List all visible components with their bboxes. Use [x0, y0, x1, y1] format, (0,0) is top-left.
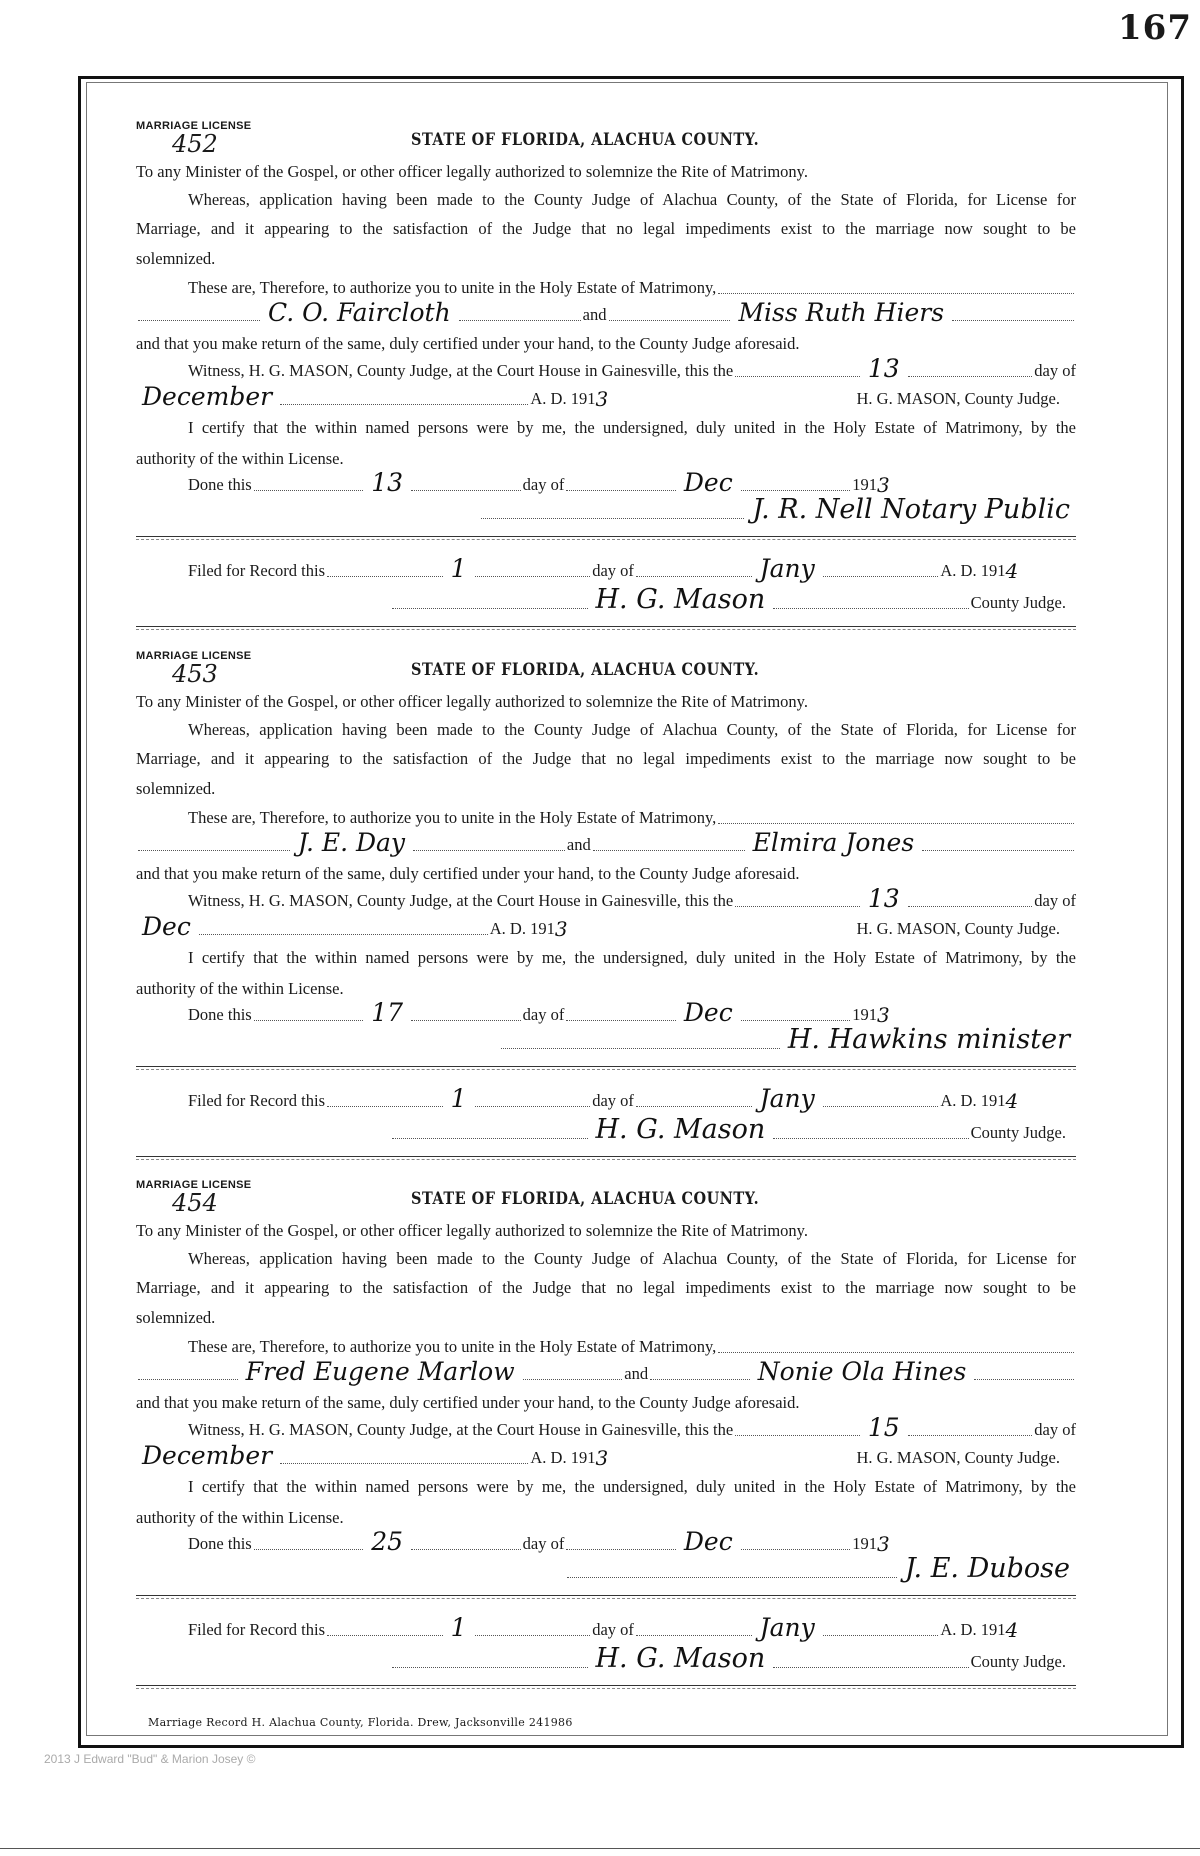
groom-name: Fred Eugene Marlow: [245, 1357, 515, 1386]
done-month: Dec: [683, 998, 733, 1027]
filed-line: [136, 556, 1076, 581]
dotted-fill-line: [741, 489, 851, 491]
certify-line-2: authority of the within License.: [136, 979, 344, 998]
judge-printed: H. G. MASON, County Judge.: [856, 1448, 1060, 1467]
dotted-fill-line: [823, 1634, 939, 1636]
dotted-fill-line: [392, 1666, 587, 1668]
page-number: 167: [1118, 8, 1192, 48]
witness-text: Witness, H. G. MASON, County Judge, at the Court House in Gainesville, this the: [188, 1420, 734, 1439]
certify-line-2: authority of the within License.: [136, 449, 344, 468]
dotted-fill-line: [475, 575, 591, 577]
done-year-suffix: 3: [877, 1532, 890, 1556]
dotted-fill-line: [636, 1634, 752, 1636]
filed-line: [136, 1086, 1076, 1111]
bride-name: Elmira Jones: [752, 828, 915, 857]
judge-signature-line: [136, 586, 1076, 613]
witness-month: December: [142, 1441, 273, 1470]
section-divider: [136, 1066, 1076, 1070]
dotted-fill-line: [741, 1548, 851, 1550]
judge-signature: H. G. Mason: [595, 584, 766, 615]
marriage-license-452: [136, 120, 1076, 640]
dotted-fill-line: [650, 1378, 750, 1380]
dotted-fill-line: [523, 1378, 623, 1380]
dotted-fill-line: [566, 1019, 676, 1021]
dotted-fill-line: [138, 1378, 238, 1380]
dotted-fill-line: [718, 822, 1074, 824]
dotted-fill-line: [254, 1548, 364, 1550]
ad-text: A. D. 191: [489, 919, 555, 938]
witness-text: Witness, H. G. MASON, County Judge, at the Court House in Gainesville, this the: [188, 891, 734, 910]
dotted-fill-line: [327, 575, 443, 577]
section-divider: [136, 1595, 1076, 1599]
return-line: and that you make return of the same, duly certified under your hand, to the County Judge aforesaid.: [136, 334, 800, 353]
license-label: MARRIAGE LICENSE: [136, 650, 252, 662]
filed-text: Filed for Record this: [188, 561, 326, 580]
done-line: [136, 1529, 1076, 1554]
and-text: and: [566, 835, 591, 854]
year-suffix: 3: [554, 917, 568, 941]
dotted-fill-line: [392, 1137, 587, 1139]
filed-day-of-text: day of: [592, 1620, 634, 1639]
dotted-fill-line: [411, 489, 521, 491]
dotted-fill-line: [566, 1548, 676, 1550]
done-year-text: 191: [852, 1534, 878, 1553]
dotted-fill-line: [254, 1019, 364, 1021]
officiant-signature: H. Hawkins minister: [787, 1024, 1070, 1055]
filed-day: 1: [450, 554, 467, 583]
marriage-license-454: [136, 1179, 1076, 1699]
officiant-signature: J. R. Nell Notary Public: [752, 494, 1070, 525]
dotted-fill-line: [636, 575, 752, 577]
done-day-of-text: day of: [522, 475, 565, 494]
license-end-divider: [136, 1685, 1076, 1689]
filed-text: Filed for Record this: [188, 1091, 326, 1110]
dotted-fill-line: [280, 403, 528, 405]
license-label: MARRIAGE LICENSE: [136, 1179, 252, 1191]
witness-day: 15: [867, 1413, 900, 1442]
these-are-text: These are, Therefore, to authorize you to unite in the Holy Estate of Matrimony,: [188, 278, 717, 297]
dotted-fill-line: [609, 319, 731, 321]
authorization-line: [136, 808, 1076, 828]
dotted-fill-line: [280, 1462, 528, 1464]
address-line: To any Minister of the Gospel, or other officer legally authorized to solemnize the Rite of Matrimony.: [136, 162, 808, 181]
marriage-license-453: [136, 650, 1076, 1170]
these-are-text: These are, Therefore, to authorize you to unite in the Holy Estate of Matrimony,: [188, 1337, 717, 1356]
license-title: STATE OF FLORIDA, ALACHUA COUNTY.: [411, 130, 760, 150]
whereas-line-1: Whereas, application having been made to the County Judge of Alachua County, of the State of Florida, for License for: [188, 1249, 1076, 1268]
witness-month: Dec: [142, 912, 191, 941]
date-line: [136, 384, 1076, 409]
license-title: STATE OF FLORIDA, ALACHUA COUNTY.: [411, 660, 760, 680]
done-line: [136, 470, 1076, 495]
done-this-text: Done this: [188, 475, 252, 494]
day-of-text: day of: [1034, 361, 1076, 380]
authorization-line: [136, 278, 1076, 298]
dotted-fill-line: [823, 575, 939, 577]
dotted-fill-line: [501, 1047, 780, 1049]
filed-month: Jany: [759, 1084, 815, 1113]
witness-month: December: [142, 382, 273, 411]
bride-name: Nonie Ola Hines: [757, 1357, 967, 1386]
dotted-fill-line: [327, 1634, 443, 1636]
certify-line-1: I certify that the within named persons were by me, the undersigned, duly united in the Holy Estate of Matrimony, by the: [188, 418, 1076, 437]
groom-name: J. E. Day: [297, 828, 406, 857]
dotted-fill-line: [773, 1137, 968, 1139]
dotted-fill-line: [254, 489, 364, 491]
done-this-text: Done this: [188, 1005, 252, 1024]
dotted-fill-line: [773, 1666, 968, 1668]
license-end-divider: [136, 626, 1076, 630]
day-of-text: day of: [1034, 891, 1076, 910]
whereas-line-1: Whereas, application having been made to the County Judge of Alachua County, of the State of Florida, for License for: [188, 720, 1076, 739]
section-divider: [136, 536, 1076, 540]
dotted-fill-line: [199, 933, 488, 935]
dotted-fill-line: [952, 319, 1074, 321]
judge-printed: H. G. MASON, County Judge.: [856, 389, 1060, 408]
date-line: [136, 1443, 1076, 1468]
done-day-of-text: day of: [522, 1005, 565, 1024]
copyright-watermark: 2013 J Edward "Bud" & Marion Josey ©: [44, 1752, 256, 1766]
these-are-text: These are, Therefore, to authorize you to unite in the Holy Estate of Matrimony,: [188, 808, 717, 827]
dotted-fill-line: [459, 319, 581, 321]
year-suffix: 3: [595, 387, 609, 411]
done-year-text: 191: [852, 475, 878, 494]
filed-text: Filed for Record this: [188, 1620, 326, 1639]
whereas-line-3: solemnized.: [136, 1308, 216, 1327]
filed-day-of-text: day of: [592, 1091, 634, 1110]
dotted-fill-line: [908, 1434, 1033, 1436]
dotted-fill-line: [735, 375, 860, 377]
certify-line-1: I certify that the within named persons were by me, the undersigned, duly united in the Holy Estate of Matrimony, by the: [188, 948, 1076, 967]
day-of-text: day of: [1034, 1420, 1076, 1439]
address-line: To any Minister of the Gospel, or other officer legally authorized to solemnize the Rite of Matrimony.: [136, 1221, 808, 1240]
certify-line-1: I certify that the within named persons were by me, the undersigned, duly united in the Holy Estate of Matrimony, by the: [188, 1477, 1076, 1496]
done-year-text: 191: [852, 1005, 878, 1024]
and-text: and: [582, 305, 607, 324]
filed-year-suffix: 4: [1005, 1618, 1019, 1642]
dotted-fill-line: [922, 849, 1074, 851]
return-line: and that you make return of the same, duly certified under your hand, to the County Judge aforesaid.: [136, 864, 800, 883]
license-end-divider: [136, 1156, 1076, 1160]
dotted-fill-line: [566, 489, 676, 491]
dotted-fill-line: [567, 1576, 897, 1578]
done-month: Dec: [683, 1527, 733, 1556]
dotted-fill-line: [741, 1019, 851, 1021]
dotted-fill-line: [411, 1548, 521, 1550]
filed-line: [136, 1615, 1076, 1640]
officiant-line: [136, 496, 1076, 523]
whereas-line-3: solemnized.: [136, 779, 216, 798]
address-line: To any Minister of the Gospel, or other officer legally authorized to solemnize the Rite of Matrimony.: [136, 692, 808, 711]
done-year-suffix: 3: [877, 473, 890, 497]
county-judge-text: County Judge.: [970, 1123, 1067, 1142]
ad-text: A. D. 191: [530, 1448, 596, 1467]
certify-line-2: authority of the within License.: [136, 1508, 344, 1527]
judge-signature: H. G. Mason: [595, 1114, 766, 1145]
filed-year-suffix: 4: [1005, 559, 1019, 583]
witness-line: [136, 1415, 1076, 1440]
date-line: [136, 914, 1076, 939]
filed-month: Jany: [759, 1613, 815, 1642]
filed-month: Jany: [759, 554, 815, 583]
ad-text: A. D. 191: [530, 389, 596, 408]
dotted-fill-line: [327, 1105, 443, 1107]
done-day: 13: [371, 468, 404, 497]
filed-year-suffix: 4: [1005, 1089, 1019, 1113]
filed-day: 1: [450, 1084, 467, 1113]
year-suffix: 3: [595, 1446, 609, 1470]
dotted-fill-line: [413, 849, 565, 851]
dotted-fill-line: [481, 517, 745, 519]
whereas-line-3: solemnized.: [136, 249, 216, 268]
footer-imprint: Marriage Record H. Alachua County, Florida. Drew, Jacksonville 241986: [148, 1716, 573, 1729]
license-number: 454: [172, 1189, 218, 1217]
names-line: [136, 1359, 1076, 1384]
dotted-fill-line: [908, 905, 1033, 907]
and-text: and: [624, 1364, 649, 1383]
whereas-line-2: Marriage, and it appearing to the satisfaction of the Judge that no legal impediments exist to the marriage now sought to be: [136, 749, 1076, 768]
license-label: MARRIAGE LICENSE: [136, 120, 252, 132]
names-line: [136, 300, 1076, 325]
whereas-line-2: Marriage, and it appearing to the satisfaction of the Judge that no legal impediments exist to the marriage now sought to be: [136, 219, 1076, 238]
whereas-line-1: Whereas, application having been made to the County Judge of Alachua County, of the State of Florida, for License for: [188, 190, 1076, 209]
judge-signature-line: [136, 1645, 1076, 1672]
dotted-fill-line: [475, 1105, 591, 1107]
dotted-fill-line: [392, 607, 587, 609]
whereas-line-2: Marriage, and it appearing to the satisfaction of the Judge that no legal impediments exist to the marriage now sought to be: [136, 1278, 1076, 1297]
groom-name: C. O. Faircloth: [267, 298, 451, 327]
witness-day: 13: [867, 884, 900, 913]
license-number: 452: [172, 130, 218, 158]
officiant-signature: J. E. Dubose: [904, 1553, 1070, 1584]
dotted-fill-line: [636, 1105, 752, 1107]
license-number: 453: [172, 660, 218, 688]
done-month: Dec: [683, 468, 733, 497]
dotted-fill-line: [735, 1434, 860, 1436]
names-line: [136, 830, 1076, 855]
witness-line: [136, 356, 1076, 381]
filed-ad-text: A. D. 191: [940, 561, 1006, 580]
dotted-fill-line: [138, 319, 260, 321]
witness-day: 13: [867, 354, 900, 383]
filed-day-of-text: day of: [592, 561, 634, 580]
dotted-fill-line: [475, 1634, 591, 1636]
dotted-fill-line: [138, 849, 290, 851]
witness-text: Witness, H. G. MASON, County Judge, at the Court House in Gainesville, this the: [188, 361, 734, 380]
judge-printed: H. G. MASON, County Judge.: [856, 919, 1060, 938]
dotted-fill-line: [974, 1378, 1074, 1380]
filed-ad-text: A. D. 191: [940, 1620, 1006, 1639]
dotted-fill-line: [908, 375, 1033, 377]
authorization-line: [136, 1337, 1076, 1357]
done-line: [136, 1000, 1076, 1025]
witness-line: [136, 886, 1076, 911]
filed-day: 1: [450, 1613, 467, 1642]
page-edge-line: [0, 1848, 1200, 1849]
dotted-fill-line: [823, 1105, 939, 1107]
dotted-fill-line: [735, 905, 860, 907]
license-title: STATE OF FLORIDA, ALACHUA COUNTY.: [411, 1189, 760, 1209]
done-day: 17: [371, 998, 404, 1027]
done-day-of-text: day of: [522, 1534, 565, 1553]
done-day: 25: [371, 1527, 404, 1556]
return-line: and that you make return of the same, duly certified under your hand, to the County Judge aforesaid.: [136, 1393, 800, 1412]
filed-ad-text: A. D. 191: [940, 1091, 1006, 1110]
dotted-fill-line: [593, 849, 745, 851]
officiant-line: [136, 1026, 1076, 1053]
dotted-fill-line: [773, 607, 968, 609]
done-year-suffix: 3: [877, 1003, 890, 1027]
dotted-fill-line: [411, 1019, 521, 1021]
judge-signature-line: [136, 1116, 1076, 1143]
dotted-fill-line: [718, 1351, 1074, 1353]
dotted-fill-line: [718, 292, 1074, 294]
county-judge-text: County Judge.: [970, 1652, 1067, 1671]
bride-name: Miss Ruth Hiers: [738, 298, 945, 327]
county-judge-text: County Judge.: [970, 593, 1067, 612]
done-this-text: Done this: [188, 1534, 252, 1553]
judge-signature: H. G. Mason: [595, 1643, 766, 1674]
officiant-line: [136, 1555, 1076, 1582]
